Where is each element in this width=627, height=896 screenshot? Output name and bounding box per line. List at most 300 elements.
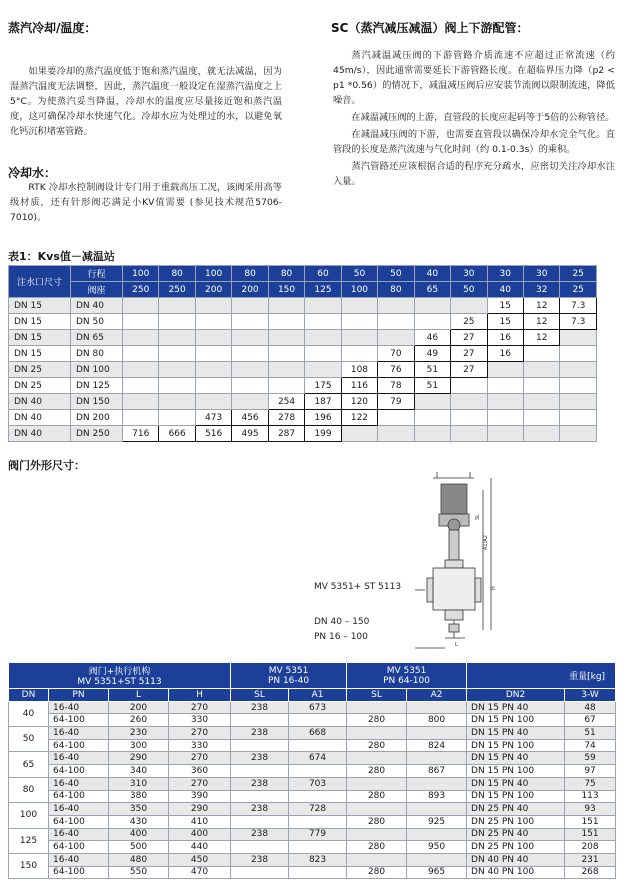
kvs-stroke-cell: 80	[159, 266, 195, 282]
kvs-dn-cell: DN 250	[71, 426, 123, 442]
dim-value-cell: 779	[289, 828, 347, 841]
dim-value-cell	[289, 739, 347, 752]
svg-text:L: L	[455, 642, 458, 648]
kvs-inlet-cell: DN 40	[9, 394, 71, 410]
dim-value-cell: 800	[407, 714, 467, 727]
dim-value-cell	[231, 790, 289, 803]
dim-row	[9, 701, 616, 714]
dim-value-cell	[347, 777, 407, 790]
dim-value-cell: 823	[289, 853, 347, 866]
kvs-value-cell	[123, 330, 159, 346]
dim-value-cell: 867	[407, 765, 467, 778]
dim-value-cell: 400	[169, 828, 231, 841]
kvs-value-cell: 516	[195, 426, 231, 442]
cooling-section-title: 冷却水：	[8, 166, 57, 180]
dim-value-cell	[289, 765, 347, 778]
kvs-value-cell: 15	[487, 298, 523, 314]
kvs-value-cell	[305, 330, 341, 346]
right-section-text	[333, 48, 615, 189]
kvs-value-cell	[414, 410, 450, 426]
dim-value-cell: 151	[565, 815, 616, 828]
kvs-table-caption: 表1：Kvs值－减温站	[8, 250, 115, 263]
kvs-value-cell	[523, 410, 559, 426]
kvs-value-cell	[341, 426, 377, 442]
svg-text:SL: SL	[475, 514, 481, 520]
svg-text:A1/A2: A1/A2	[483, 535, 489, 550]
kvs-value-cell: 456	[232, 410, 268, 426]
dim-value-cell: 674	[289, 752, 347, 765]
dim-value-cell: 97	[565, 765, 616, 778]
dim-value-cell: 390	[169, 790, 231, 803]
dim-value-cell: 380	[109, 790, 169, 803]
dim-value-cell: 965	[407, 866, 467, 879]
dim-dn-cell: 65	[9, 752, 49, 777]
dim-value-cell: 270	[169, 752, 231, 765]
dim-value-cell: 238	[231, 777, 289, 790]
dim-value-cell: 673	[289, 701, 347, 714]
kvs-value-cell	[123, 298, 159, 314]
kvs-stroke-cell: 80	[232, 266, 268, 282]
kvs-value-cell: 473	[195, 410, 231, 426]
dim-value-cell: 16-40	[49, 803, 109, 816]
dim-value-cell: 260	[109, 714, 169, 727]
dim-value-cell: 290	[169, 803, 231, 816]
kvs-value-cell: 254	[268, 394, 304, 410]
kvs-value-cell: 27	[451, 362, 487, 378]
kvs-value-cell	[378, 426, 414, 442]
right-paragraph-2: 在减温减压阀的上游，直管段的长度应起码等于5倍的公称管径。	[351, 112, 615, 123]
right-paragraph-4: 蒸汽管路还应该根据合适的程序充分疏水，应密切关注冷却水注入量。	[333, 161, 615, 187]
dim-dn-cell: 125	[9, 828, 49, 853]
dim-value-cell: 268	[565, 866, 616, 879]
kvs-stroke-cell: 40	[414, 266, 450, 282]
kvs-stroke-cell: 60	[305, 266, 341, 282]
dim-value-cell	[347, 752, 407, 765]
dim-value-cell	[407, 752, 467, 765]
dim-value-cell: 280	[347, 739, 407, 752]
dim-value-cell: 280	[347, 815, 407, 828]
kvs-value-cell	[305, 298, 341, 314]
kvs-value-cell	[560, 378, 596, 394]
kvs-value-cell: 16	[487, 346, 523, 362]
dim-value-cell: DN 40 PN 100	[467, 866, 565, 879]
kvs-inlet-cell: DN 25	[9, 378, 71, 394]
dim-col-header: A1	[289, 689, 347, 702]
kvs-seat-cell: 100	[341, 282, 377, 298]
kvs-dn-cell: DN 50	[71, 314, 123, 330]
kvs-seat-cell: 250	[159, 282, 195, 298]
kvs-inlet-cell: DN 15	[9, 298, 71, 314]
kvs-value-cell	[123, 346, 159, 362]
left-section-title: 蒸汽冷却/温度：	[8, 21, 97, 35]
dim-value-cell	[347, 701, 407, 714]
kvs-value-cell	[523, 362, 559, 378]
dim-value-cell	[231, 739, 289, 752]
kvs-value-cell	[268, 330, 304, 346]
kvs-value-cell	[195, 394, 231, 410]
dim-value-cell	[407, 777, 467, 790]
dim-group1-header	[9, 663, 231, 689]
dim-group2-title: MV 5351	[268, 665, 309, 676]
kvs-seat-cell: 65	[414, 282, 450, 298]
dim-row	[9, 790, 616, 803]
kvs-value-cell	[523, 426, 559, 442]
dim-value-cell: 48	[565, 701, 616, 714]
kvs-inlet-cell: DN 40	[9, 426, 71, 442]
dim-col-header: SL	[347, 689, 407, 702]
dim-value-cell: 16-40	[49, 727, 109, 740]
kvs-dn-cell: DN 200	[71, 410, 123, 426]
kvs-value-cell	[195, 314, 231, 330]
kvs-value-cell	[159, 346, 195, 362]
kvs-seat-cell: 125	[305, 282, 341, 298]
kvs-dn-cell: DN 80	[71, 346, 123, 362]
right-paragraph-1: 蒸汽减温减压阀的下游管路介质流速不应超过正常流速（约45m/s），因此通常需要延长下游管路长度。在超临界压力降（p2 < p1 *0.56）的情况下，减温减压阀后应安装节流阀以限制流速，降低噪音。	[333, 50, 615, 106]
kvs-value-cell	[195, 346, 231, 362]
kvs-stroke-cell: 50	[378, 266, 414, 282]
kvs-value-cell	[268, 298, 304, 314]
dim-value-cell: 16-40	[49, 853, 109, 866]
kvs-value-cell: 287	[268, 426, 304, 442]
dim-value-cell	[289, 714, 347, 727]
dim-value-cell: 200	[109, 701, 169, 714]
kvs-stroke-cell: 30	[451, 266, 487, 282]
kvs-value-cell: 25	[451, 314, 487, 330]
dim-value-cell: 238	[231, 853, 289, 866]
kvs-value-cell: 116	[341, 378, 377, 394]
kvs-value-cell: 7.3	[560, 314, 596, 330]
dim-value-cell: DN 15 PN 40	[467, 701, 565, 714]
dim-value-cell: 925	[407, 815, 467, 828]
dim-value-cell: 893	[407, 790, 467, 803]
cooling-section-text	[10, 180, 282, 225]
dim-row	[9, 714, 616, 727]
kvs-value-cell	[523, 378, 559, 394]
dim-value-cell	[289, 866, 347, 879]
kvs-seat-cell: 32	[523, 282, 559, 298]
dim-value-cell: DN 25 PN 40	[467, 803, 565, 816]
dim-value-cell	[231, 866, 289, 879]
kvs-seat-cell: 200	[232, 282, 268, 298]
kvs-value-cell: 12	[523, 314, 559, 330]
kvs-value-cell	[451, 298, 487, 314]
kvs-value-cell: 12	[523, 298, 559, 314]
kvs-seat-cell: 150	[268, 282, 304, 298]
kvs-value-cell: 278	[268, 410, 304, 426]
dim-value-cell	[347, 853, 407, 866]
dim-value-cell: 280	[347, 765, 407, 778]
kvs-dn-cell: DN 40	[71, 298, 123, 314]
dim-value-cell	[289, 815, 347, 828]
kvs-inlet-cell: DN 25	[9, 362, 71, 378]
dim-value-cell: DN 15 PN 100	[467, 739, 565, 752]
kvs-value-cell	[487, 378, 523, 394]
dim-value-cell: DN 15 PN 40	[467, 752, 565, 765]
kvs-value-cell	[487, 410, 523, 426]
kvs-value-cell	[305, 362, 341, 378]
kvs-row	[9, 330, 597, 346]
dim-value-cell: 950	[407, 841, 467, 854]
kvs-value-cell	[523, 394, 559, 410]
dim-header-row-1	[9, 663, 616, 689]
dim-row	[9, 853, 616, 866]
dim-value-cell: DN 15 PN 40	[467, 777, 565, 790]
dim-value-cell: DN 25 PN 100	[467, 815, 565, 828]
dim-value-cell: 728	[289, 803, 347, 816]
kvs-value-cell: 199	[305, 426, 341, 442]
dim-value-cell: DN 15 PN 100	[467, 714, 565, 727]
kvs-value-cell	[268, 362, 304, 378]
dim-group1-title: 阀门+执行机构	[88, 667, 151, 677]
kvs-value-cell	[451, 394, 487, 410]
kvs-dn-cell: DN 65	[71, 330, 123, 346]
kvs-value-cell	[159, 330, 195, 346]
drawing-model-label: MV 5351+ ST 5113	[314, 582, 402, 592]
dim-value-cell: DN 40 PN 40	[467, 853, 565, 866]
kvs-value-cell: 187	[305, 394, 341, 410]
dim-value-cell: 231	[565, 853, 616, 866]
dim-value-cell: 450	[169, 853, 231, 866]
dim-value-cell: 703	[289, 777, 347, 790]
kvs-value-cell	[232, 314, 268, 330]
dim-col-header: L	[109, 689, 169, 702]
kvs-value-cell: 78	[378, 378, 414, 394]
dim-value-cell: 51	[565, 727, 616, 740]
kvs-value-cell: 175	[305, 378, 341, 394]
kvs-value-cell	[560, 426, 596, 442]
kvs-row	[9, 298, 597, 314]
dim-value-cell: 16-40	[49, 777, 109, 790]
dim-row	[9, 777, 616, 790]
dim-col-header: SL	[231, 689, 289, 702]
kvs-value-cell	[414, 426, 450, 442]
kvs-value-cell	[487, 394, 523, 410]
dim-row	[9, 841, 616, 854]
dim-value-cell: 824	[407, 739, 467, 752]
kvs-value-cell	[341, 346, 377, 362]
dim-value-cell	[289, 841, 347, 854]
kvs-value-cell	[305, 346, 341, 362]
kvs-value-cell	[378, 298, 414, 314]
dim-value-cell	[407, 803, 467, 816]
dim-value-cell: 64-100	[49, 866, 109, 879]
kvs-inlet-cell: DN 15	[9, 314, 71, 330]
dim-value-cell: 113	[565, 790, 616, 803]
dim-group3-subtitle: PN 64-100	[383, 675, 430, 686]
dim-row	[9, 828, 616, 841]
dim-value-cell: 64-100	[49, 815, 109, 828]
kvs-value-cell: 79	[378, 394, 414, 410]
drawing-pn-range: PN 16 – 100	[314, 632, 368, 642]
dim-value-cell: 280	[347, 841, 407, 854]
dim-group3-header	[347, 663, 467, 689]
kvs-stroke-cell: 100	[195, 266, 231, 282]
dim-value-cell: 59	[565, 752, 616, 765]
dim-value-cell: 360	[169, 765, 231, 778]
dim-value-cell: 410	[169, 815, 231, 828]
kvs-value-cell	[451, 378, 487, 394]
kvs-value-cell	[232, 378, 268, 394]
valve-drawing	[415, 470, 505, 655]
dim-group2-subtitle: PN 16-40	[267, 675, 310, 686]
dim-value-cell: 64-100	[49, 714, 109, 727]
kvs-value-cell	[123, 394, 159, 410]
dim-value-cell: DN 15 PN 100	[467, 765, 565, 778]
dim-value-cell: DN 15 PN 100	[467, 790, 565, 803]
kvs-value-cell: 7.3	[560, 298, 596, 314]
right-paragraph-3: 在减温减压阀的下游，也需要直管段以确保冷却水完全气化。直管段的长度是蒸汽流速与气化时间（约 0.1-0.3s）的乘积。	[333, 129, 615, 155]
dim-value-cell: DN 25 PN 100	[467, 841, 565, 854]
dim-value-cell: 330	[169, 739, 231, 752]
dim-group3-title: MV 5351	[386, 665, 427, 676]
kvs-inlet-cell: DN 40	[9, 410, 71, 426]
dim-value-cell: 470	[169, 866, 231, 879]
dim-value-cell: 480	[109, 853, 169, 866]
dim-value-cell: 270	[169, 727, 231, 740]
kvs-value-cell	[195, 330, 231, 346]
dim-value-cell: 16-40	[49, 828, 109, 841]
dim-value-cell: 270	[169, 777, 231, 790]
dim-value-cell: 280	[347, 714, 407, 727]
kvs-value-cell	[378, 410, 414, 426]
dim-value-cell: 330	[169, 714, 231, 727]
kvs-row	[9, 410, 597, 426]
dim-value-cell	[289, 790, 347, 803]
dim-col-header: DN	[9, 689, 49, 702]
kvs-seat-label: 阀座	[71, 282, 123, 298]
cooling-paragraph: RTK 冷却水控制阀设计专门用于重载高压工况，该阀采用高等级材质，还有针形阀芯满足小KV值需要 (参见技术规范5706-7010)。	[10, 182, 282, 223]
kvs-value-cell	[341, 314, 377, 330]
dim-value-cell: 280	[347, 790, 407, 803]
dim-row	[9, 866, 616, 879]
kvs-header-row-seat	[9, 282, 597, 298]
dim-dn-cell: 100	[9, 803, 49, 828]
kvs-value-cell	[123, 314, 159, 330]
left-paragraph: 如果要冷却的蒸汽温度低于饱和蒸汽温度，就无法减温，因为湿蒸汽温度无法调整，因此，蒸汽温度一般设定在湿蒸汽温度之上 5°C。为使蒸汽妥当降温，冷却水的温度应尽量接近饱和蒸汽温度，这可确保冷却水快速气化。冷却水应为处理过的水，以避免氧化钙沉积堵塞管路。	[10, 66, 282, 137]
kvs-value-cell	[451, 426, 487, 442]
kvs-value-cell	[560, 410, 596, 426]
dim-value-cell	[407, 701, 467, 714]
left-section-text	[10, 64, 282, 139]
dim-value-cell: 64-100	[49, 790, 109, 803]
kvs-value-cell: 27	[451, 346, 487, 362]
kvs-seat-cell: 40	[487, 282, 523, 298]
kvs-stroke-cell: 100	[123, 266, 159, 282]
kvs-value-cell	[159, 314, 195, 330]
kvs-value-cell	[414, 298, 450, 314]
kvs-value-cell	[232, 346, 268, 362]
kvs-value-cell	[123, 410, 159, 426]
kvs-value-cell	[268, 346, 304, 362]
kvs-value-cell	[414, 314, 450, 330]
dim-row	[9, 752, 616, 765]
kvs-stroke-cell: 50	[341, 266, 377, 282]
kvs-stroke-cell: 25	[560, 266, 596, 282]
dim-value-cell: 67	[565, 714, 616, 727]
dim-dn-cell: 150	[9, 853, 49, 878]
kvs-value-cell	[560, 394, 596, 410]
dim-value-cell: 16-40	[49, 701, 109, 714]
kvs-value-cell: 666	[159, 426, 195, 442]
kvs-value-cell	[232, 362, 268, 378]
dim-value-cell: 550	[109, 866, 169, 879]
dim-value-cell: 430	[109, 815, 169, 828]
dim-value-cell: 64-100	[49, 765, 109, 778]
dim-col-header: PN	[49, 689, 109, 702]
kvs-value-cell	[232, 394, 268, 410]
dim-value-cell	[347, 803, 407, 816]
kvs-value-cell	[159, 362, 195, 378]
kvs-value-cell	[268, 378, 304, 394]
dim-group1-subtitle: MV 5351+ST 5113	[77, 677, 162, 687]
dim-value-cell: 238	[231, 701, 289, 714]
kvs-value-cell	[523, 346, 559, 362]
kvs-seat-cell: 80	[378, 282, 414, 298]
kvs-value-cell: 16	[487, 330, 523, 346]
kvs-stroke-cell: 80	[268, 266, 304, 282]
kvs-row	[9, 426, 597, 442]
kvs-value-cell: 108	[341, 362, 377, 378]
kvs-value-cell	[232, 330, 268, 346]
kvs-row	[9, 362, 597, 378]
dim-row	[9, 803, 616, 816]
dim-value-cell	[231, 815, 289, 828]
kvs-value-cell	[341, 330, 377, 346]
dim-value-cell	[407, 828, 467, 841]
kvs-seat-cell: 25	[560, 282, 596, 298]
dim-value-cell	[231, 765, 289, 778]
kvs-value-cell: 196	[305, 410, 341, 426]
dim-row	[9, 815, 616, 828]
kvs-value-cell	[487, 362, 523, 378]
kvs-dn-cell: DN 100	[71, 362, 123, 378]
kvs-value-cell: 122	[341, 410, 377, 426]
dim-value-cell: 270	[169, 701, 231, 714]
dim-value-cell	[347, 828, 407, 841]
dim-value-cell: 75	[565, 777, 616, 790]
kvs-value-cell: 51	[414, 378, 450, 394]
dim-value-cell: 668	[289, 727, 347, 740]
kvs-value-cell	[123, 378, 159, 394]
dim-value-cell: 208	[565, 841, 616, 854]
dim-value-cell: 350	[109, 803, 169, 816]
kvs-value-cell: 49	[414, 346, 450, 362]
dim-value-cell: 238	[231, 752, 289, 765]
dim-value-cell: 290	[109, 752, 169, 765]
kvs-value-cell	[195, 362, 231, 378]
kvs-value-cell	[414, 394, 450, 410]
kvs-dn-cell: DN 150	[71, 394, 123, 410]
kvs-value-cell: 51	[414, 362, 450, 378]
kvs-seat-cell: 200	[195, 282, 231, 298]
dim-value-cell	[231, 714, 289, 727]
kvs-row	[9, 378, 597, 394]
dim-row	[9, 739, 616, 752]
kvs-value-cell	[159, 394, 195, 410]
dim-header-row-2	[9, 689, 616, 702]
dim-value-cell: 93	[565, 803, 616, 816]
dim-dn-cell: 40	[9, 701, 49, 726]
dim-value-cell	[347, 727, 407, 740]
dim-value-cell: 151	[565, 828, 616, 841]
kvs-value-cell: 495	[232, 426, 268, 442]
dim-col-header: DN2	[467, 689, 565, 702]
kvs-value-cell	[305, 314, 341, 330]
kvs-value-cell: 76	[378, 362, 414, 378]
kvs-value-cell: 120	[341, 394, 377, 410]
dim-value-cell: DN 25 PN 40	[467, 828, 565, 841]
kvs-stroke-cell: 30	[487, 266, 523, 282]
